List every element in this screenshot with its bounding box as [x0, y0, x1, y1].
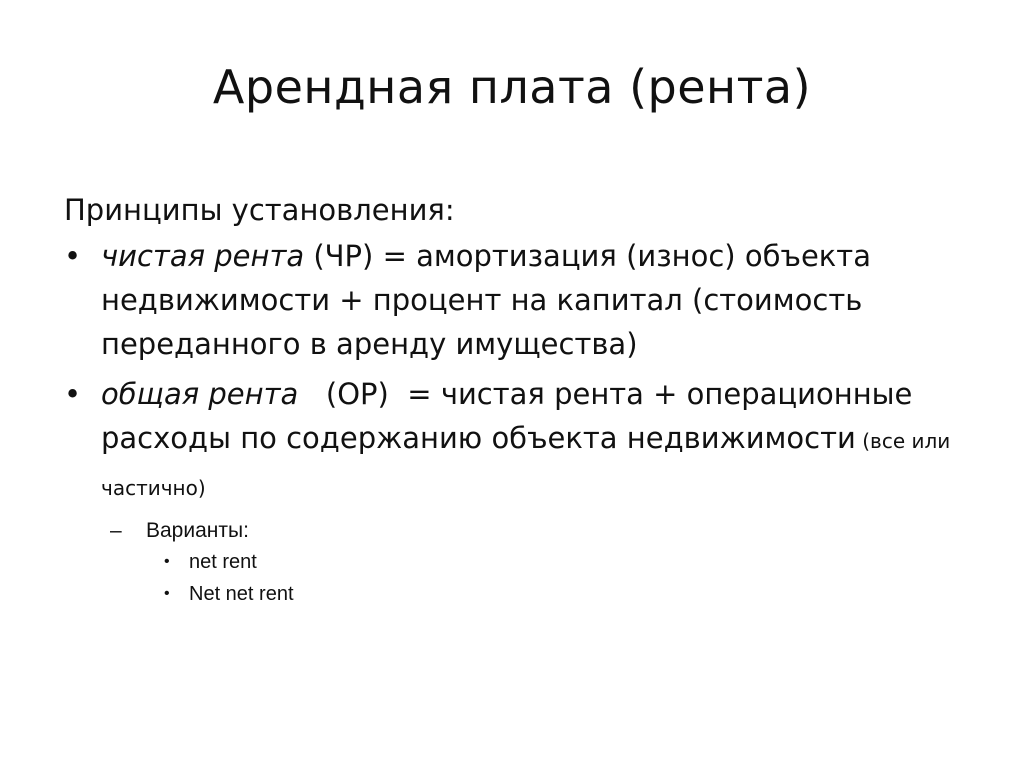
gross-rent-note: (все или частично) [101, 429, 951, 500]
slide-title: Арендная плата (рента) [212, 60, 812, 114]
bullet-marker: • [64, 239, 82, 273]
small-bullet-marker: • [164, 585, 170, 602]
variant-item [64, 578, 984, 610]
net-rent-definition: (ЧР) = амортизация (износ) объекта недвижимости + процент на капитал (стоимость переданного в аренду имущества) [101, 239, 871, 361]
bullet-marker: • [64, 377, 82, 411]
bullet-gross-rent [64, 372, 984, 510]
variants-heading [64, 516, 984, 546]
variant-label: net rent [189, 551, 257, 573]
variant-label: Net net rent [189, 583, 294, 605]
variants-label: Варианты: [146, 519, 249, 542]
gross-rent-definition: (ОР) = чистая рента + операционные расходы по содержанию объекта недвижимости [101, 377, 922, 455]
intro-text: Принципы установления: [64, 193, 455, 227]
gross-rent-term: общая рента [101, 377, 299, 411]
variant-item [64, 546, 984, 578]
net-rent-term: чистая рента [101, 239, 305, 273]
slide-body [64, 188, 984, 610]
small-bullet-marker: • [164, 553, 170, 570]
bullet-net-rent [64, 234, 984, 366]
dash-marker: – [110, 519, 122, 542]
